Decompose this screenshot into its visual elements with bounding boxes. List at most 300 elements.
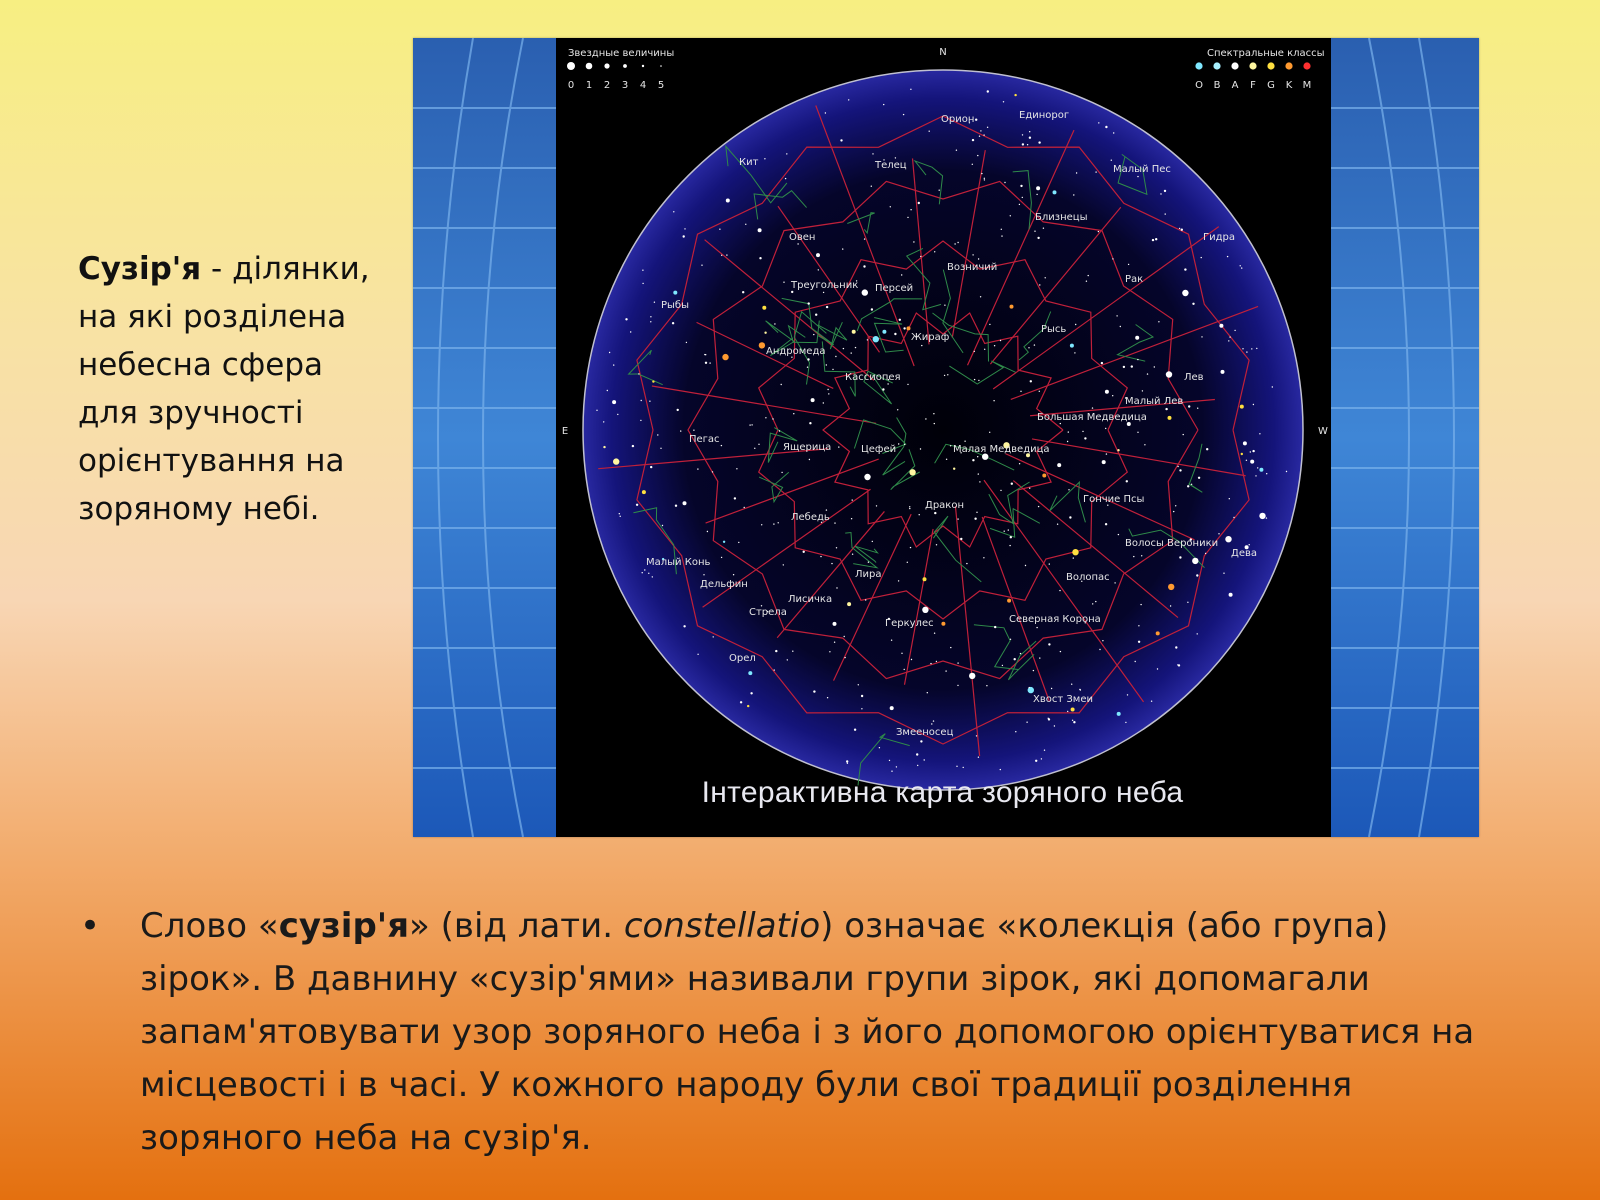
star (1253, 404, 1254, 405)
star (1219, 324, 1223, 328)
star (1004, 531, 1005, 532)
star (722, 354, 728, 360)
star (861, 708, 862, 709)
star (828, 393, 829, 394)
star (1192, 303, 1194, 305)
star (1166, 371, 1172, 377)
star (1014, 658, 1016, 660)
star (826, 364, 827, 365)
star (736, 468, 737, 469)
constellation-label: Жираф (911, 332, 950, 343)
legend-spectral-label: G (1267, 80, 1275, 91)
constellation-label: Большая Медведица (1037, 412, 1147, 423)
constellation-label: Дева (1231, 548, 1257, 559)
star (1243, 441, 1247, 445)
star (607, 390, 608, 391)
star (654, 302, 655, 303)
compass-east: E (561, 426, 569, 437)
star (1048, 718, 1049, 719)
star (864, 238, 865, 239)
star (772, 418, 773, 419)
star (862, 289, 868, 295)
star (1272, 386, 1273, 387)
star (642, 283, 643, 284)
star (1251, 348, 1252, 349)
star (972, 254, 973, 255)
star (989, 432, 990, 433)
star (956, 766, 957, 767)
star (1196, 574, 1198, 576)
star (1241, 453, 1243, 455)
star (1037, 237, 1039, 239)
star (944, 305, 945, 306)
star (1259, 513, 1265, 519)
star (889, 760, 890, 761)
star (1073, 721, 1075, 723)
star (920, 256, 921, 257)
star (809, 422, 811, 424)
star (719, 229, 720, 230)
star (1000, 340, 1001, 341)
legend-spectral-label: B (1213, 80, 1221, 91)
star (1116, 315, 1117, 316)
star (1076, 172, 1077, 173)
star (1240, 265, 1241, 266)
star (838, 446, 839, 447)
star (983, 134, 984, 135)
star (950, 647, 951, 648)
star (1255, 475, 1256, 476)
star (944, 375, 945, 376)
star (783, 282, 784, 283)
star (640, 420, 641, 421)
star (891, 640, 892, 641)
star (750, 692, 752, 694)
star (617, 414, 618, 415)
star (994, 626, 996, 628)
star (897, 409, 898, 410)
star (775, 650, 777, 652)
star (994, 345, 995, 346)
star (911, 659, 912, 660)
star (1022, 197, 1023, 198)
star (933, 413, 934, 414)
star (910, 89, 911, 90)
star (1181, 229, 1183, 231)
star (1069, 516, 1071, 518)
star (956, 150, 957, 151)
star (638, 373, 639, 374)
star (1266, 473, 1267, 474)
star (683, 501, 687, 505)
star (612, 400, 616, 404)
legend-spectral-label: K (1285, 80, 1293, 91)
star (744, 507, 745, 508)
star (1036, 627, 1037, 628)
star (761, 524, 762, 525)
star (1229, 498, 1230, 499)
star (1048, 643, 1050, 645)
star (781, 472, 782, 473)
star (641, 400, 642, 401)
star (650, 316, 651, 317)
star (882, 330, 886, 334)
legend-magnitude-label: 1 (585, 80, 593, 91)
star (923, 577, 927, 581)
star (683, 235, 685, 237)
star (1160, 193, 1161, 194)
star (887, 383, 888, 384)
star (1014, 94, 1016, 96)
star (1240, 405, 1244, 409)
bullet-text-part5: ) означає «колекція (або група) зірок». В давнину «сузір'ями» називали групи зірок, які допомагали запам'ятовувати узор зоряного неба і з його допомогою орієнтуватися на місцевості і в часі. У кожного народу були свої традиції розділення зоряного неба на сузір'я. (140, 906, 1475, 1158)
star (987, 90, 989, 92)
star (1075, 324, 1076, 325)
star (963, 767, 964, 768)
star (854, 729, 856, 731)
star (1201, 257, 1202, 258)
star (1102, 640, 1103, 641)
star (1242, 348, 1243, 349)
star (832, 369, 833, 370)
star (1192, 558, 1198, 564)
star (826, 306, 828, 308)
star (620, 516, 621, 517)
star (677, 409, 679, 411)
legend-magnitude-label: 0 (567, 80, 575, 91)
legend-spectral-label: F (1250, 80, 1256, 91)
star (1036, 194, 1037, 195)
star (1175, 646, 1177, 648)
constellation-label: Возничий (947, 262, 998, 273)
star (1147, 373, 1148, 374)
star (648, 573, 649, 574)
star (920, 740, 922, 742)
star (980, 130, 981, 131)
legend-spectral-dot (1267, 62, 1274, 69)
star (1067, 711, 1068, 712)
star (733, 574, 734, 575)
star (726, 254, 727, 255)
star (829, 651, 830, 652)
star (813, 690, 815, 692)
star (707, 531, 708, 532)
star (642, 490, 646, 494)
star (630, 331, 631, 332)
star (945, 670, 946, 671)
star (642, 572, 643, 573)
star (1187, 485, 1189, 487)
star (1259, 433, 1260, 434)
star (847, 602, 851, 606)
star (721, 445, 722, 446)
star (672, 322, 674, 324)
star (827, 389, 828, 390)
star (871, 186, 872, 187)
star (1127, 694, 1128, 695)
star (1257, 467, 1258, 468)
star (858, 684, 859, 685)
star (1003, 101, 1004, 102)
legend-magnitude-dot (586, 63, 593, 70)
star (765, 417, 766, 418)
star (738, 542, 739, 543)
star (1053, 190, 1057, 194)
star (652, 576, 653, 577)
star (721, 557, 722, 558)
star (977, 456, 978, 457)
star (933, 720, 934, 721)
star (907, 384, 908, 385)
star (904, 669, 905, 670)
star (848, 99, 849, 100)
star (748, 671, 752, 675)
star (840, 139, 842, 141)
star (1080, 689, 1081, 690)
star (1039, 284, 1040, 285)
star (1060, 423, 1061, 424)
star (813, 334, 814, 335)
star (898, 580, 899, 581)
star (816, 253, 820, 257)
star (916, 753, 918, 755)
star (650, 466, 652, 468)
star (976, 735, 977, 736)
star (894, 333, 896, 335)
star (1001, 235, 1002, 236)
star (1249, 544, 1250, 545)
star (1059, 590, 1060, 591)
star (774, 669, 775, 670)
star (844, 657, 845, 658)
star (803, 551, 805, 553)
star (924, 759, 925, 760)
star (754, 448, 755, 449)
star (913, 241, 914, 242)
star (867, 339, 868, 340)
star (680, 430, 681, 431)
star (984, 178, 985, 179)
star (1008, 529, 1009, 530)
legend-magnitude-dot (660, 65, 662, 67)
definition-term: Сузір'я (78, 251, 202, 287)
star (1015, 731, 1016, 732)
legend-magnitude-dot (623, 64, 627, 68)
star (1126, 480, 1128, 482)
star (783, 564, 784, 565)
star (759, 257, 761, 259)
star (986, 685, 987, 686)
star (1019, 204, 1020, 205)
star (1221, 370, 1225, 374)
star (1173, 511, 1174, 512)
star (657, 434, 658, 435)
star (1183, 434, 1184, 435)
star (1175, 505, 1176, 506)
star (868, 562, 869, 563)
star (1033, 670, 1034, 671)
star (1155, 238, 1157, 240)
star (1074, 352, 1075, 353)
star (1054, 725, 1055, 726)
legend-magnitudes-title: Звездные величины (568, 48, 675, 59)
constellation-label: Телец (875, 160, 907, 171)
star (650, 321, 651, 322)
star (596, 410, 597, 411)
constellation-label: Змееносец (896, 727, 954, 738)
star (742, 291, 744, 293)
legend-spectral-title: Спектральные классы (1207, 48, 1325, 59)
star (1187, 602, 1188, 603)
bullet-text (140, 900, 1500, 1165)
star (1029, 137, 1031, 139)
star (957, 242, 958, 243)
star (972, 164, 973, 165)
constellation-label: Пегас (689, 434, 720, 445)
legend-magnitude-dot (567, 62, 575, 70)
star (843, 348, 844, 349)
star (1067, 441, 1068, 442)
star (1197, 408, 1198, 409)
bullet-text-latin: constellatio (623, 906, 821, 946)
star (820, 556, 821, 557)
star (852, 499, 853, 500)
legend-magnitude-dot (642, 65, 644, 67)
star (1009, 545, 1010, 546)
star (1250, 451, 1251, 452)
star (759, 342, 765, 348)
star (660, 448, 661, 449)
star (726, 199, 730, 203)
constellation-label: Дракон (925, 500, 964, 511)
star (1141, 555, 1142, 556)
constellation-label: Малая Медведица (953, 444, 1050, 455)
star (1179, 556, 1181, 558)
star (1177, 466, 1178, 467)
star (876, 505, 877, 506)
star (1123, 366, 1125, 368)
star (1000, 769, 1001, 770)
star (921, 345, 922, 346)
constellation-label: Гидра (1203, 232, 1235, 243)
star (603, 421, 604, 422)
star (644, 569, 645, 570)
star (907, 326, 911, 330)
star (984, 349, 985, 350)
star (673, 211, 674, 212)
star (852, 554, 853, 555)
star (1072, 549, 1078, 555)
star (1151, 701, 1152, 702)
constellation-label: Рыбы (661, 300, 689, 311)
star (1034, 231, 1035, 232)
star (778, 522, 779, 523)
star (847, 763, 848, 764)
star (975, 119, 977, 121)
star (864, 474, 870, 480)
star (747, 705, 749, 707)
constellation-label: Кит (739, 157, 759, 168)
star (1020, 391, 1021, 392)
star (1118, 534, 1119, 535)
star (1028, 347, 1029, 348)
star (1120, 326, 1121, 327)
star (809, 459, 810, 460)
compass-west: W (1318, 426, 1328, 437)
star (1041, 758, 1042, 759)
star (941, 622, 945, 626)
constellation-label: Хвост Змеи (1033, 694, 1093, 705)
star (1029, 131, 1030, 132)
star (978, 757, 979, 758)
star (946, 459, 947, 460)
star (1060, 651, 1061, 652)
star (808, 302, 810, 304)
star (1038, 506, 1039, 507)
star (1112, 258, 1113, 259)
star-map-image (413, 38, 1479, 837)
star (723, 541, 725, 543)
star (1117, 712, 1121, 716)
star (1002, 665, 1003, 666)
star (1112, 395, 1113, 396)
star (909, 469, 915, 475)
star (1259, 468, 1263, 472)
star (1073, 557, 1074, 558)
star (1105, 126, 1107, 128)
constellation-label: Треугольник (791, 280, 859, 291)
star (785, 178, 786, 179)
star (907, 562, 908, 563)
star (1168, 584, 1174, 590)
star (1252, 450, 1254, 452)
star (1206, 448, 1208, 450)
star (1098, 231, 1099, 232)
star (652, 380, 654, 382)
star (1019, 463, 1020, 464)
star (721, 255, 722, 256)
star (981, 173, 982, 174)
star (1137, 359, 1138, 360)
star (1225, 536, 1231, 542)
star (1131, 365, 1133, 367)
star (934, 251, 935, 252)
star (974, 379, 975, 380)
star (909, 506, 910, 507)
star (979, 136, 980, 137)
constellation-label: Персей (875, 283, 914, 294)
legend-spectral-dot (1231, 62, 1238, 69)
star (903, 114, 904, 115)
star (613, 458, 619, 464)
star (895, 157, 896, 158)
legend-spectral-label: O (1195, 80, 1203, 91)
star (851, 518, 852, 519)
star (976, 512, 977, 513)
star (891, 771, 892, 772)
star (939, 190, 940, 191)
legend-magnitude-label: 5 (657, 80, 665, 91)
bullet-symbol: • (80, 906, 101, 946)
star (684, 228, 685, 229)
star (705, 354, 706, 355)
star (1038, 141, 1040, 143)
star (987, 127, 988, 128)
legend-spectral-dot (1195, 62, 1202, 69)
star (1039, 391, 1040, 392)
star (751, 424, 752, 425)
star (787, 659, 788, 660)
